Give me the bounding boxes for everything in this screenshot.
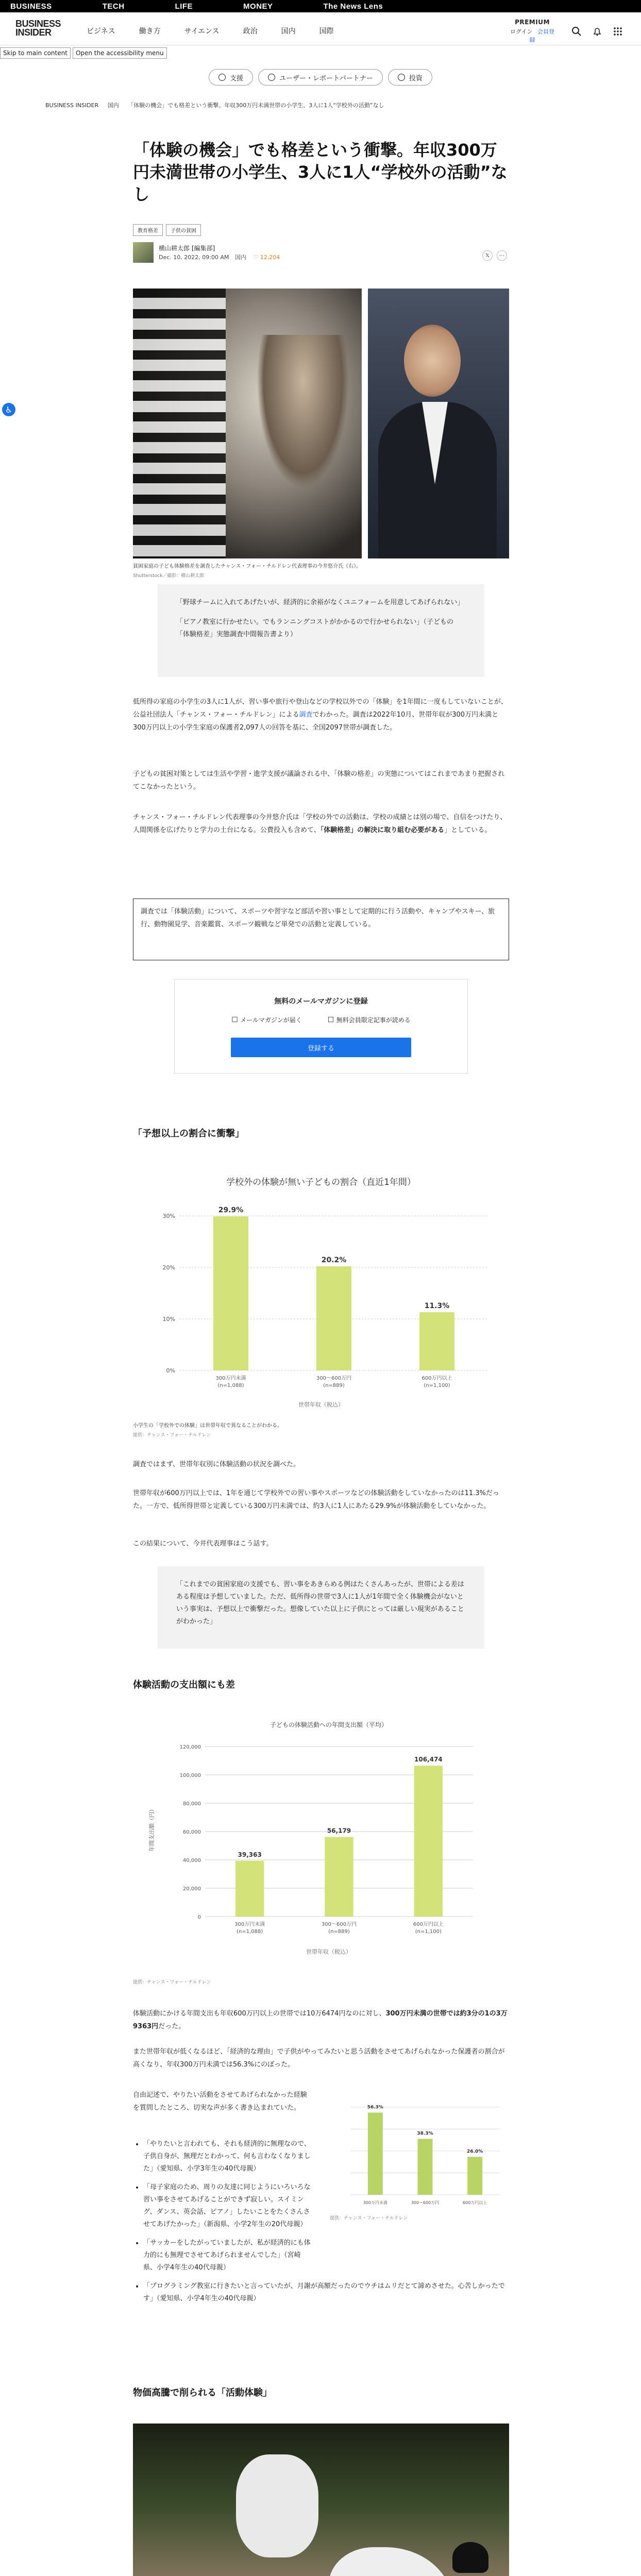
topic-pills <box>0 69 641 86</box>
y-tick-label: 120,000 <box>179 1744 201 1750</box>
main-nav <box>87 26 358 36</box>
chart2-xlabel: 世帯年収（税込） <box>306 1948 351 1955</box>
skip-links <box>0 47 169 59</box>
bar-value-label: 38.3% <box>417 2131 433 2137</box>
chart2-ylabel: 年間支出額（円） <box>148 1806 155 1852</box>
top-site-bar <box>0 0 641 12</box>
heart-icon: ♡ <box>253 254 260 261</box>
x-tick-label: (n=1,100) <box>424 1383 450 1388</box>
chart-bar <box>467 2157 482 2195</box>
favorite-count[interactable] <box>253 254 280 261</box>
logo-line1: BUSINESS <box>15 19 61 29</box>
y-tick-label: 40,000 <box>183 1858 201 1863</box>
nav-item-domestic[interactable]: 国内 <box>281 27 296 36</box>
chart-bar <box>316 1266 351 1370</box>
list-item: • 「サッカーをしたがっていましたが、私が経済的にも体力的にも無理でさせてあげられませんでした」（宮崎県、小学4年生の40代母親） <box>143 2237 313 2274</box>
chart1-caption: 小学生の「学校外での体験」は世帯年収で異なることがわかる。 <box>133 1423 282 1429</box>
list-item: • 「母子家庭のため、周りの友達に同じようにいろいろな習い事をさせてあげることができず寂しい。スイミング、ダンス、英会話、ピアノ」したいことをたくさんさせてあげたかった」（新潟県、小学2年生の20代母親） <box>143 2181 313 2231</box>
imai-quote: 「これまでの貧困家庭の支援でも、習い事をあきらめる例はたくさんあったが、世帯による差はある程度は予想していました。ただ、低所得の世帯で3人に1人が1年間で全く体験機会がないという事実は、予想以上で衝撃だった。想像していた以上に子供にとっては厳しい現実があることがわかった」 <box>176 1581 464 1625</box>
bar-value-label: 106,474 <box>414 1756 443 1764</box>
chart-no-experience-rate <box>133 1170 509 1412</box>
x-tick-label: (n=889) <box>328 1929 350 1935</box>
paragraph-7: 体験活動にかける年間支出も年収600万円以上の世帯では10万6474円なのに対し、300万円未満の世帯では約3分の1の3万9363円だった。 <box>133 2010 508 2030</box>
topic-pill-partner[interactable] <box>258 69 383 86</box>
x-tick-label: (n=1,088) <box>237 1929 263 1935</box>
section-heading-spending: 体験活動の支出額にも差 <box>133 1680 235 1690</box>
x-tick-label: 300〜600万円 <box>411 2200 440 2205</box>
chart-bar <box>325 1837 353 1917</box>
article-tags <box>133 224 509 236</box>
circle-icon <box>218 74 226 81</box>
small-chart-credit: 提供：チャンス・フォー・チルドレン <box>330 2216 408 2221</box>
quote-2: 「ピアノ教室に行かせたい。でもランニングコストがかかるので行かせられない」（子どもの「体験格差」実態調査中間報告書より） <box>176 618 453 638</box>
paragraph-1: 低所得の家庭の小学生の3人に1人が、習い事や旅行や登山などの学校以外での「体験」を1年間に一度もしていないことが、公益社団法人「チャンス・フォー・チルドレン」による調査でわかった。調査は2022年10月、世帯年収が300万円未満と300万円以上の小学生家庭の保護者2,097人の回答を基に、全国2097世帯が調査した。 <box>133 698 508 732</box>
intro-quote-box <box>158 584 484 677</box>
y-tick-label: 0% <box>166 1367 175 1374</box>
section-heading-inflation: 物価高騰で削られる「活動体験」 <box>133 2387 272 2398</box>
x-tick-label: (n=1,088) <box>217 1383 244 1388</box>
tag-education-gap[interactable]: 教育格差 <box>133 224 163 236</box>
x-tick-label: 300〜600万円 <box>316 1376 352 1381</box>
topic-pill-label: ユーザー・レポートパートナー <box>279 74 373 82</box>
breadcrumb <box>45 101 392 109</box>
share-buttons <box>482 250 507 261</box>
y-tick-label: 80,000 <box>183 1801 201 1807</box>
y-tick-label: 20% <box>162 1264 175 1271</box>
skip-to-main-link[interactable]: Skip to main content <box>0 47 71 59</box>
x-tick-label: 300万円未満 <box>363 2200 387 2205</box>
bar-value-label: 56.3% <box>367 2105 383 2110</box>
paragraph-9: 自由記述で、やりたい活動をさせてあげられなかった経験を質問したところ、切実な声が多く書き込まれていた。 <box>133 2091 307 2112</box>
topbar-link-newslens[interactable]: The News Lens <box>323 2 383 11</box>
x-tick-label: 300万円未満 <box>215 1376 246 1381</box>
bar-value-label: 56,179 <box>327 1827 351 1835</box>
more-share-icon[interactable]: ⋯ <box>497 250 507 261</box>
breadcrumb-home[interactable]: BUSINESS INSIDER <box>45 102 99 109</box>
nav-item-business[interactable]: ビジネス <box>87 27 115 36</box>
nav-item-science[interactable]: サイエンス <box>184 27 220 36</box>
paragraph-2: 子どもの貧困対策としては生活や学習・進学支援が議論される中、「体験の格差」の実態についてはこれまであまり把握されてこなかったという。 <box>133 770 505 791</box>
breadcrumb-category[interactable]: 国内 <box>107 102 119 109</box>
newsletter-signup <box>174 979 468 1074</box>
x-tick-label: 300万円未満 <box>234 1922 265 1927</box>
baseball-photo <box>133 2424 509 2576</box>
topbar-link-money[interactable]: MONEY <box>243 2 273 11</box>
chart-bar <box>235 1861 264 1917</box>
hero-images <box>133 289 509 558</box>
chart-bar <box>368 2112 383 2195</box>
chart-bar <box>418 2139 433 2195</box>
paragraph-4: 調査ではまず、世帯年収別に体験活動の状況を調べた。 <box>133 1461 300 1468</box>
y-tick-label: 10% <box>162 1316 175 1323</box>
topic-pill-label: 投資 <box>409 74 423 82</box>
article-category[interactable]: 国内 <box>234 254 246 261</box>
circle-icon <box>268 74 275 81</box>
x-tick-label: 300〜600万円 <box>321 1922 357 1927</box>
list-item: • 「やりたいと言われても、それも経済的に無理なので、子供自身が、無理だとわかって、何も言わなくなりました」（愛知県、小学3年生の40代母親） <box>143 2138 313 2175</box>
chart-bar <box>414 1766 443 1917</box>
section-heading-shock: 「予想以上の割合に衝撃」 <box>133 1128 244 1139</box>
hero-caption: 貧困家庭の子ども体験格差を調査したチャンス・フォー・チルドレン代表理事の今井悠介氏（右）。 <box>133 564 362 569</box>
quote-box-imai <box>158 1566 484 1649</box>
chart-annual-spending <box>133 1716 509 1958</box>
x-share-icon[interactable]: 𝕏 <box>482 250 493 261</box>
bell-icon[interactable] <box>592 26 603 37</box>
paragraph-6: この結果について、今井代表理事はこう話す。 <box>133 1540 273 1548</box>
article-title: 「体験の機会」でも格差という衝撃。年収300万円未満世帯の小学生、3人に1人“学校外の活動”なし <box>133 140 508 204</box>
chart1-credit: 提供：チャンス・フォー・チルドレン <box>133 1433 211 1438</box>
nav-item-work[interactable]: 働き方 <box>139 27 161 36</box>
survey-link[interactable]: 調査 <box>299 711 313 719</box>
breadcrumb-current: 「体験の機会」でも格差という衝撃。年収300万円未満世帯の小学生、3人に1人“学校外の活動”なし <box>128 102 384 109</box>
topbar-link-life[interactable]: LIFE <box>175 2 193 11</box>
chart-bar <box>213 1216 248 1370</box>
site-header <box>0 12 641 45</box>
newsletter-heading: 無料のメールマガジンに登録 <box>274 997 368 1006</box>
chart1-xlabel: 世帯年収（税込） <box>298 1401 344 1408</box>
newsletter-option-members: ☐ 無料会員限定記事が読める <box>328 1015 411 1024</box>
author-block <box>133 242 509 263</box>
premium-box <box>509 19 555 44</box>
tag-child-poverty[interactable]: 子供の貧困 <box>166 224 201 236</box>
topbar-link-business[interactable]: BUSINESS <box>10 2 52 11</box>
list-item: • 「プログラミング教室に行きたいと言っていたが、月謝が高額だったのでウチはムリだとて諦めさせた。心苦しかったです」（愛知県、小学4年生の40代母親） <box>143 2280 509 2305</box>
chart1-title: 学校外の体験が無い子どもの割合（直近1年間） <box>226 1177 416 1188</box>
x-tick-label: 600万円以上 <box>463 2200 487 2205</box>
search-icon[interactable] <box>571 26 582 37</box>
accessibility-float-button[interactable]: ♿ <box>2 403 15 416</box>
site-logo[interactable] <box>15 20 61 37</box>
topic-pill-support[interactable] <box>209 69 253 86</box>
logo-line2: INSIDER <box>15 27 52 38</box>
chart-bar <box>419 1312 454 1370</box>
register-link[interactable]: 会員登録 <box>529 28 554 43</box>
x-tick-label: (n=1,100) <box>415 1929 442 1935</box>
favorite-count-value: 12,204 <box>260 254 280 261</box>
paragraph-8: また世帯年収が低くなるほど、「経済的な理由」で子供がやってみたいと思う活動をさせてあげられなかった保護者の割合が高くなり、年収300万円未満では56.3%にのぼった。 <box>133 2048 505 2069</box>
definition-note-box: 調査では「体験活動」について、スポーツや習字など部活や習い事として定期的に行う活動や、キャンプやスキー、旅行、動物園見学、音楽鑑賞、スポーツ観戦など単発での活動と定義している。 <box>133 899 509 960</box>
paragraph-5: 世帯年収が600万円以上では、1年を通じて学校外での習い事やスポーツなどの体験活動をしていなかったのは11.3%だった。一方で、低所得世帯と定義している300万円未満では、約3人に1人にあたる29.9%が体験活動をしていなかった。 <box>133 1489 499 1510</box>
login-link[interactable]: ログイン <box>510 28 533 35</box>
nav-item-politics[interactable]: 政治 <box>243 27 258 36</box>
y-tick-label: 0 <box>197 1914 201 1920</box>
circle-icon <box>398 74 405 81</box>
bar-value-label: 11.3% <box>424 1302 450 1310</box>
nav-item-international[interactable]: 国際 <box>319 27 334 36</box>
newsletter-register-button[interactable]: 登録する <box>231 1038 411 1057</box>
chart2-title: 子どもの体験活動への年間支出額（平均） <box>269 1721 388 1728</box>
x-tick-label: 600万円以上 <box>421 1376 452 1381</box>
x-tick-label: (n=889) <box>323 1383 345 1388</box>
quote-1: 「野球チームに入れてあげたいが、経済的に余裕がなくユニフォームを用意してあげられない」 <box>176 599 464 606</box>
hero-photo-piano <box>133 289 362 558</box>
chart-could-not-let-do <box>330 2092 509 2210</box>
paragraph-3: チャンス・フォー・チルドレン代表理事の今井悠介氏は「学校の外での活動は、学校の成績とは別の場で、自信をつけたり、人間関係を広げたりと学力の土台になる。公費投入も含めて、「体験格差」の解決に取り組む必要がある」としている。 <box>133 814 507 834</box>
x-tick-label: 600万円以上 <box>413 1922 444 1927</box>
author-avatar[interactable] <box>133 242 154 263</box>
y-tick-label: 20,000 <box>183 1886 201 1892</box>
hero-photo-speaker <box>368 289 509 558</box>
topic-pill-label: 支援 <box>230 74 244 82</box>
bar-value-label: 20.2% <box>321 1256 347 1264</box>
y-tick-label: 60,000 <box>183 1829 201 1835</box>
bar-value-label: 26.0% <box>467 2149 483 2155</box>
topic-pill-invest[interactable] <box>388 69 432 86</box>
bar-value-label: 39,363 <box>238 1851 262 1858</box>
y-tick-label: 30% <box>162 1213 175 1219</box>
menu-icon[interactable] <box>612 26 623 37</box>
chart2-credit: 提供：チャンス・フォー・チルドレン <box>133 1980 211 1985</box>
publish-date: Dec. 10, 2022, 09:00 AM <box>159 254 229 261</box>
newsletter-option-mail: ☐ メールマガジンが届く <box>231 1015 301 1024</box>
premium-label: PREMIUM <box>515 19 550 26</box>
hero-credit: Shutterstock／撮影：横山耕太郎 <box>133 573 205 579</box>
y-tick-label: 100,000 <box>179 1773 201 1778</box>
accessibility-menu-link[interactable]: Open the accessibility menu <box>73 47 167 59</box>
topbar-link-tech[interactable]: TECH <box>102 2 125 11</box>
author-name[interactable]: 横山耕太郎 [編集部] <box>159 245 215 252</box>
bar-value-label: 29.9% <box>218 1206 244 1214</box>
